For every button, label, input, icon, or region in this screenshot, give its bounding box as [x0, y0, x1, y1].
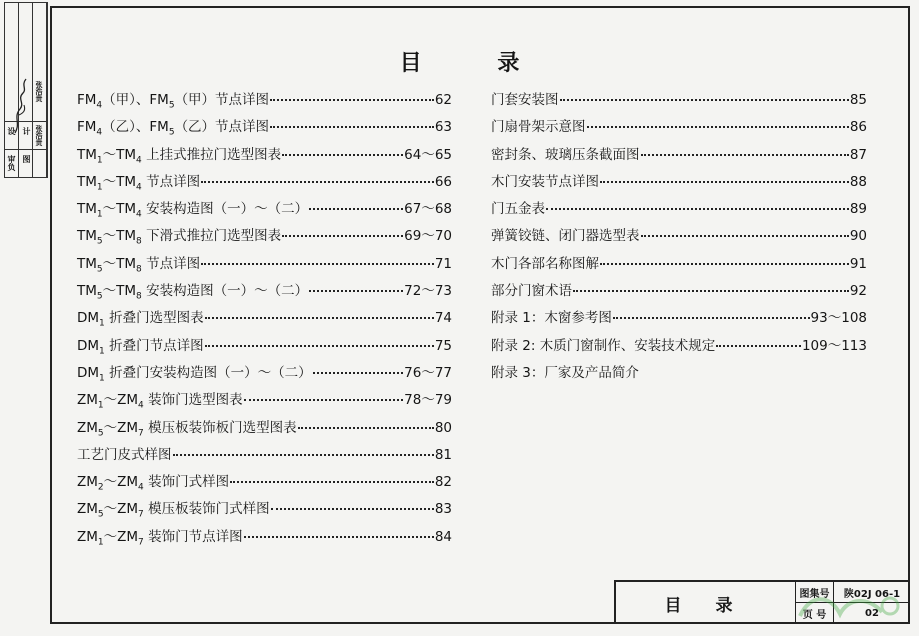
toc-entry [77, 416, 452, 443]
leader-dots [600, 181, 849, 183]
leader-dots [641, 235, 849, 237]
toc-entry-name: $TM_1\sim TM_4$ 安装构造图（一）～（二） [77, 201, 309, 220]
toc-entry-page: 91 [849, 255, 867, 272]
leader-dots [205, 345, 434, 347]
toc-entry-page: 74 [434, 310, 452, 327]
toc-entry-page: 89 [849, 201, 867, 218]
leader-dots [271, 508, 434, 510]
toc-entry-page: 80 [434, 419, 452, 436]
toc-entry [77, 88, 452, 115]
toc-entry [77, 497, 452, 524]
toc-entry-page: 64～65 [404, 146, 452, 163]
leader-dots [282, 235, 403, 237]
leader-dots [205, 317, 434, 319]
toc-entry [77, 252, 452, 279]
toc-entry-name: 门五金表 [491, 201, 545, 218]
toc-entry [491, 224, 867, 251]
toc-entry-name: $ZM_5\sim ZM_7$ 模压板装饰门式样图 [77, 501, 270, 521]
leader-dots [716, 345, 801, 347]
toc-entry-page: 67～68 [404, 201, 452, 218]
toc-entry [77, 279, 452, 306]
toc-entry-page: 63 [434, 119, 452, 136]
toc-entry-page: 93～108 [810, 310, 867, 327]
toc-entry-name: 门套安装图 [491, 92, 559, 108]
toc-entry-page: 76～77 [404, 364, 452, 381]
toc-entry [77, 115, 452, 142]
toc-entry [491, 279, 867, 306]
atlas-number-value: 陕02J 06-1 [834, 582, 910, 603]
leader-dots [600, 263, 849, 265]
handwritten-signature [11, 75, 33, 135]
toc-entry-name: $TM_5\sim TM_8$ 安装构造图（一）～（二） [77, 283, 309, 302]
toc-entry-page: 82 [434, 474, 452, 491]
toc-entry-name: $FM_4$（甲）、$FM_5$（甲）节点详图 [77, 92, 270, 111]
toc-entry [491, 115, 867, 142]
toc-entry-page: 85 [849, 92, 867, 108]
toc-entry [77, 143, 452, 170]
leader-dots [270, 99, 434, 101]
toc-entry-name: 门扇骨架示意图 [491, 119, 586, 136]
toc-entry [491, 252, 867, 279]
toc-entry-name: $TM_5\sim TM_8$ 节点详图 [77, 255, 201, 275]
leader-dots [298, 427, 434, 429]
leader-dots [573, 290, 849, 292]
leader-dots [309, 208, 403, 210]
leader-dots [282, 154, 403, 156]
toc-entry-page: 69～70 [404, 228, 452, 245]
leader-dots [313, 372, 404, 374]
leader-dots [560, 99, 849, 101]
leader-dots [201, 263, 434, 265]
leader-dots [613, 317, 810, 319]
toc-entry [491, 197, 867, 224]
toc-entry-page: 66 [434, 173, 452, 190]
toc-entry-page: 84 [434, 528, 452, 545]
toc-entry-page: 81 [434, 446, 452, 463]
leader-dots [587, 126, 849, 128]
leader-dots [546, 208, 849, 210]
title-block-grid [796, 582, 910, 624]
toc-entry-name: $DM_1$ 折叠门安装构造图（一）～（二） [77, 364, 312, 384]
toc-entry [77, 334, 452, 361]
toc-right-column [491, 88, 867, 388]
toc-entry [491, 143, 867, 170]
toc-entry [491, 306, 867, 333]
toc-entry-page: 86 [849, 119, 867, 136]
toc-entry-name: $DM_1$ 折叠门节点详图 [77, 337, 204, 357]
leader-dots [201, 181, 434, 183]
leader-dots [230, 481, 434, 483]
toc-entry-name: 木门各部名称图解 [491, 255, 599, 272]
toc-entry-name: 部分门窗术语 [491, 283, 572, 300]
toc-entry-page: 88 [849, 173, 867, 190]
toc-entry-page: 75 [434, 337, 452, 354]
toc-entry-page: 71 [434, 255, 452, 272]
toc-entry [77, 388, 452, 415]
toc-entry-name: $TM_1\sim TM_4$ 节点详图 [77, 173, 201, 193]
toc-entry-name: 附录 1：木窗参考图 [491, 310, 612, 327]
leader-dots [270, 126, 434, 128]
toc-entry-page: 92 [849, 283, 867, 300]
title-block-name: 目 录 [616, 582, 796, 624]
toc-entry [491, 170, 867, 197]
toc-entry-name: 附录 2: 木质门窗制作、安装技术规定 [491, 337, 716, 354]
toc-entry-name: $FM_4$（乙）、$FM_5$（乙）节点详图 [77, 119, 270, 138]
toc-entry-page: 83 [434, 501, 452, 518]
name-stamp-0: 张浩贵 [35, 81, 43, 102]
toc-entry [77, 197, 452, 224]
toc-entry [77, 361, 452, 388]
approval-strip [4, 2, 48, 178]
title-block [614, 580, 910, 624]
toc-entry-name: $ZM_1\sim ZM_4$ 装饰门选型图表 [77, 392, 243, 411]
toc-entry-name: $ZM_5\sim ZM_7$ 模压板装饰板门选型图表 [77, 419, 297, 439]
toc-entry [77, 525, 452, 552]
toc-entry [77, 470, 452, 497]
toc-entry-page: 87 [849, 146, 867, 163]
toc-entry [77, 170, 452, 197]
toc-entry [77, 443, 452, 470]
role-label-0: 负 [7, 163, 16, 171]
toc-entry-name: $DM_1$ 折叠门选型图表 [77, 310, 204, 330]
toc-entry [491, 88, 867, 115]
leader-dots [244, 536, 434, 538]
toc-entry-name: 附录 3：厂家及产品简介 [491, 364, 639, 381]
toc-entry [491, 361, 867, 388]
page-number-label: 页 号 [796, 603, 834, 624]
toc-entry [491, 334, 867, 361]
toc-entry [77, 306, 452, 333]
name-stamp-1: 张浩贵 [35, 125, 43, 146]
leader-dots [244, 399, 404, 401]
toc-entry [77, 224, 452, 251]
toc-entry-name: 木门安装节点详图 [491, 173, 599, 190]
role-label-1: 设 [7, 127, 16, 135]
atlas-number-label: 图集号 [796, 582, 834, 603]
role-label-2: 审 [7, 155, 16, 163]
toc-entry-name: $ZM_2\sim ZM_4$ 装饰门式样图 [77, 474, 230, 493]
toc-entry-page: 78～79 [404, 392, 452, 409]
toc-entry-name: $TM_1\sim TM_4$ 上挂式推拉门选型图表 [77, 146, 282, 166]
leader-dots [173, 454, 434, 456]
leader-dots [309, 290, 403, 292]
toc-entry-name: 弹簧铰链、闭门器选型表 [491, 228, 640, 245]
approval-col-names [33, 3, 47, 177]
design-label-1: 图 [22, 155, 31, 163]
toc-entry-page: 62 [434, 92, 452, 108]
toc-entry-page: 90 [849, 228, 867, 245]
design-label-0: 计 [22, 127, 31, 135]
toc-left-column [77, 88, 452, 552]
page-title: 目 录 [399, 51, 554, 76]
page-number-value: 02 [865, 608, 879, 619]
toc-entry-name: 密封条、玻璃压条截面图 [491, 146, 640, 163]
toc-entry-name: 工艺门皮式样图 [77, 446, 172, 463]
leader-dots [641, 154, 849, 156]
toc-entry-name: $TM_5\sim TM_8$ 下滑式推拉门选型图表 [77, 228, 282, 248]
toc-entry-name: $ZM_1\sim ZM_7$ 装饰门节点详图 [77, 528, 243, 548]
toc-entry-page: 72～73 [404, 283, 452, 300]
toc-entry-page: 109～113 [801, 337, 867, 354]
